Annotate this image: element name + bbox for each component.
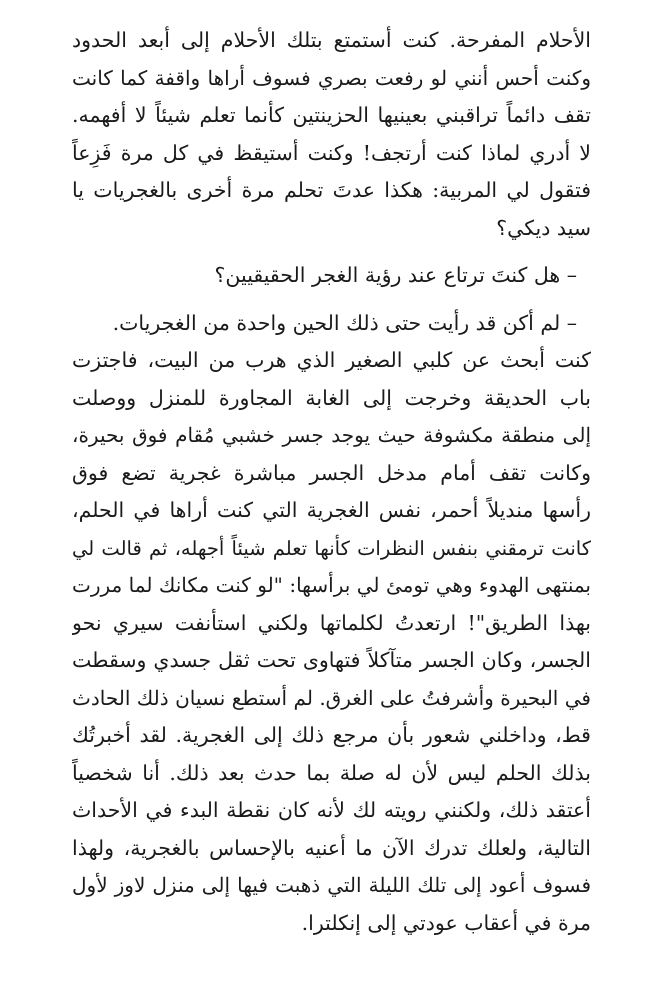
text-line: إلى منطقة مكشوفة حيث يوجد جسر خشبي مُقام فوق بحيرة، [72, 423, 591, 447]
text-line: فتقول لي المربية: هكذا عدتَ تحلم مرة أخرى بالغجريات يا [72, 178, 591, 202]
paragraph-dreams [72, 22, 591, 247]
text-line: وكنت أحس أنني لو رفعت بصري فسوف أراها واقفة كما كانت [72, 65, 591, 90]
text-line: كنت أبحث عن كلبي الصغير الذي هرب من البيت، فاجتزت [72, 348, 591, 372]
text-line: قط، وداخلني شعور بأن مرجع ذلك إلى الغجرية. لقد أخبرتُك [72, 723, 591, 747]
dialog-question: – هل كنتَ ترتاع عند رؤية الغجر الحقيقيين؟ [214, 263, 577, 287]
paragraph-gap [72, 295, 591, 305]
text-line: التالية، ولعلك تدرك الآن ما أعنيه بالإحساس بالغجرية، ولهذا [72, 835, 591, 860]
text-line: مرة في أعقاب عودتي إلى إنكلترا. [301, 910, 591, 935]
dialog-answer-first-line: – لم أكن قد رأيت حتى ذلك الحين واحدة من الغجريات. [112, 310, 577, 335]
text-line: رأسها منديلاً أحمر، نفس الغجرية التي كنت أراها في الحلم، [72, 498, 591, 522]
text-line: في البحيرة وأشرفتُ على الغرق. لم أستطع نسيان ذلك الحادث [72, 685, 591, 710]
text-line: تقف دائماً تراقبني بعينيها الحزينتين كأنما تعلم شيئاً لا أفهمه. [72, 103, 591, 127]
paragraph-gypsy-story [72, 305, 591, 943]
text-line: سيد ديكي؟ [496, 215, 591, 240]
paragraph-gap [72, 247, 591, 257]
book-page [72, 22, 591, 942]
text-line: بمنتهى الهدوء وهي تومئ لي برأسها: "لو كنت مكانك لما مررت [72, 573, 591, 597]
text-line: الجسر، وكان الجسر متآكلاً فتهاوى تحت ثقل جسدي وسقطت [72, 648, 591, 672]
text-line: وكانت تقف أمام مدخل الجسر مباشرة غجرية تضع فوق [72, 460, 591, 485]
text-line: الأحلام المفرحة. كنت أستمتع بتلك الأحلام إلى أبعد الحدود [72, 28, 591, 52]
text-line: باب الحديقة وخرجت إلى الغابة المجاورة للمنزل ووصلت [72, 385, 591, 410]
text-line: بذلك الحلم ليس لأن له صلة بما حدث بعد ذلك. أنا شخصياً [72, 760, 591, 785]
text-line: فسوف أعود إلى تلك الليلة التي ذهبت فيها إلى منزل لاوز لأول [72, 873, 591, 897]
text-line: لا أدري لماذا كنت أرتجف! وكنت أستيقظ في كل مرة فَزِعاً [72, 140, 591, 165]
text-line: بهذا الطريق"! ارتعدتُ لكلماتها ولكني استأنفت سيري نحو [72, 610, 591, 635]
text-line: كانت ترمقني بنفس النظرات كأنها تعلم شيئاً أجهله، ثم قالت لي [72, 536, 591, 560]
text-line: أعتقد ذلك، ولكنني رويته لك لأنه كان نقطة البدء في الأحداث [72, 798, 591, 822]
